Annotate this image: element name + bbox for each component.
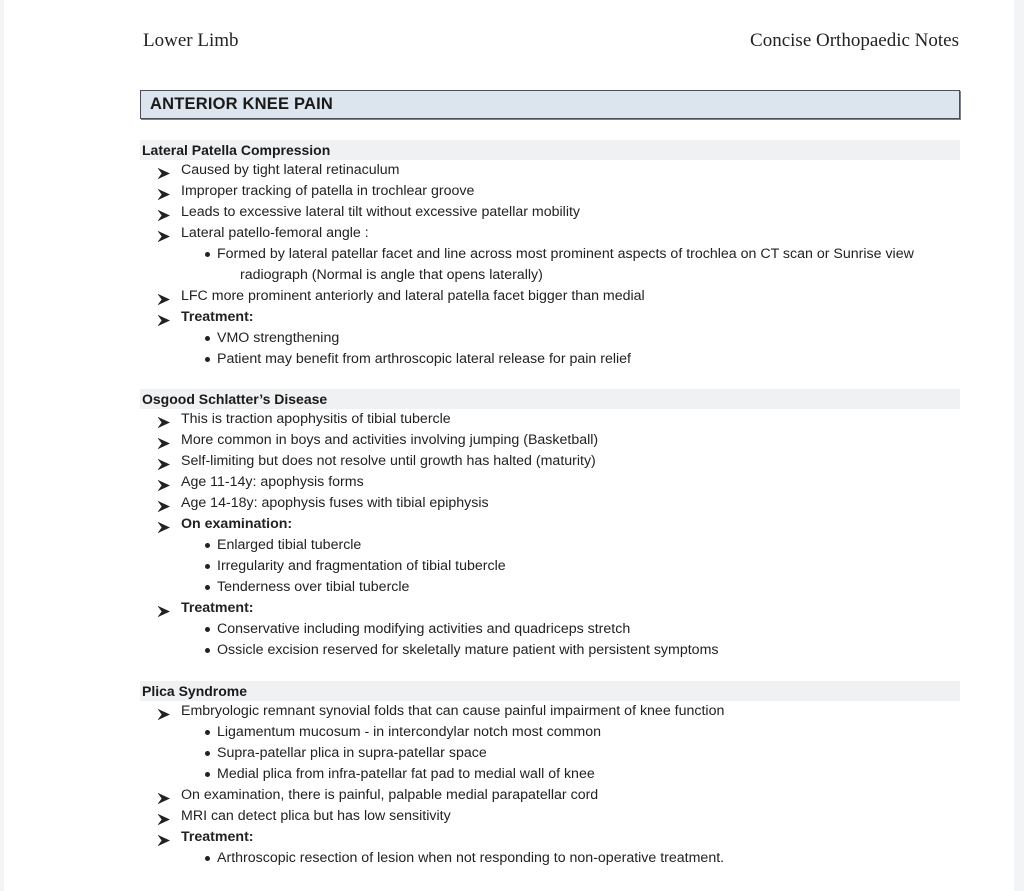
arrowhead-bullet-icon <box>158 456 170 467</box>
list-item-text: More common in boys and activities involving jumping (Basketball) <box>181 432 599 448</box>
list-item-text: Treatment: <box>181 829 254 845</box>
round-bullet-icon <box>205 772 210 777</box>
section-lateral-patella-compression <box>140 140 960 370</box>
list-item-text: Irregularity and fragmentation of tibial tubercle <box>217 558 506 574</box>
list-item <box>140 472 960 493</box>
list-item <box>140 701 960 722</box>
round-bullet-icon <box>205 585 210 590</box>
list-item-text: Supra-patellar plica in supra-patellar space <box>217 745 487 761</box>
arrowhead-bullet-icon <box>158 435 170 446</box>
arrowhead-bullet-icon <box>158 228 170 239</box>
round-bullet-icon <box>205 730 210 735</box>
list-item-text: radiograph (Normal is angle that opens laterally) <box>240 267 543 283</box>
list-item <box>140 827 960 848</box>
arrowhead-bullet-icon <box>158 291 170 302</box>
list-item-text: Leads to excessive lateral tilt without excessive patellar mobility <box>181 204 581 220</box>
arrowhead-bullet-icon <box>158 477 170 488</box>
round-bullet-icon <box>205 564 210 569</box>
round-bullet-icon <box>205 357 210 362</box>
list-item <box>140 286 960 307</box>
sub-list-item <box>140 743 960 764</box>
arrowhead-bullet-icon <box>158 165 170 176</box>
list-item <box>140 493 960 514</box>
list-item-text: Age 14-18y: apophysis fuses with tibial epiphysis <box>181 495 489 511</box>
arrowhead-bullet-icon <box>158 498 170 509</box>
round-bullet-icon <box>205 336 210 341</box>
list-item-text: Enlarged tibial tubercle <box>217 537 362 553</box>
list-item-text: Embryologic remnant synovial folds that can cause painful impairment of knee function <box>181 703 725 719</box>
list-item-text: Ossicle excision reserved for skeletally mature patient with persistent symptoms <box>217 642 719 658</box>
arrowhead-bullet-icon <box>158 207 170 218</box>
chapter-title-box <box>140 90 960 119</box>
list-item <box>140 806 960 827</box>
arrowhead-bullet-icon <box>158 790 170 801</box>
list-item-text: Self-limiting but does not resolve until growth has halted (maturity) <box>181 453 596 469</box>
arrowhead-bullet-icon <box>158 706 170 717</box>
list-item-text: Improper tracking of patella in trochlear groove <box>181 183 475 199</box>
list-item-text: Arthroscopic resection of lesion when not responding to non-operative treatment. <box>217 850 725 866</box>
sub-list-item <box>140 764 960 785</box>
chapter-title: ANTERIOR KNEE PAIN <box>150 95 333 113</box>
list-item-text: Formed by lateral patellar facet and line across most prominent aspects of trochlea on CT scan or Sunrise view <box>217 246 914 262</box>
arrowhead-bullet-icon <box>158 186 170 197</box>
sub-list-item <box>140 619 960 640</box>
list-item <box>140 514 960 535</box>
list-item-text: Treatment: <box>181 600 254 616</box>
section-heading: Plica Syndrome <box>140 681 960 701</box>
list-item <box>140 598 960 619</box>
arrowhead-bullet-icon <box>158 312 170 323</box>
round-bullet-icon <box>205 648 210 653</box>
arrowhead-bullet-icon <box>158 519 170 530</box>
arrowhead-bullet-icon <box>158 603 170 614</box>
list-item-text: LFC more prominent anteriorly and lateral patella facet bigger than medial <box>181 288 645 304</box>
sub-list-item <box>140 349 960 370</box>
list-item-text: Conservative including modifying activities and quadriceps stretch <box>217 621 631 637</box>
list-item-text: Treatment: <box>181 309 254 325</box>
sub-list-item <box>140 577 960 598</box>
list-item-text: Medial plica from infra-patellar fat pad to medial wall of knee <box>217 766 595 782</box>
list-item-text: Caused by tight lateral retinaculum <box>181 162 400 178</box>
list-item <box>140 430 960 451</box>
list-item <box>140 409 960 430</box>
running-header-left: Lower Limb <box>143 30 239 51</box>
list-item <box>140 785 960 806</box>
list-item <box>140 307 960 328</box>
section-osgood-schlatter <box>140 389 960 661</box>
list-item <box>140 223 960 244</box>
list-item-text: VMO strengthening <box>217 330 340 346</box>
sub-list-item <box>140 535 960 556</box>
round-bullet-icon <box>205 751 210 756</box>
round-bullet-icon <box>205 856 210 861</box>
sub-list-item <box>140 265 960 286</box>
section-heading: Osgood Schlatter’s Disease <box>140 389 960 409</box>
list-item <box>140 202 960 223</box>
round-bullet-icon <box>205 252 210 257</box>
list-item-text: Age 11-14y: apophysis forms <box>181 474 364 490</box>
sub-list-item <box>140 640 960 661</box>
list-item-text: Lateral patello-femoral angle : <box>181 225 369 241</box>
list-item-text: Patient may benefit from arthroscopic lateral release for pain relief <box>217 351 632 367</box>
running-header-right: Concise Orthopaedic Notes <box>750 30 959 51</box>
sub-list-item <box>140 556 960 577</box>
section-heading: Lateral Patella Compression <box>140 140 960 160</box>
list-item <box>140 451 960 472</box>
sub-list-item <box>140 722 960 743</box>
list-item-text: This is traction apophysitis of tibial tubercle <box>181 411 451 427</box>
arrowhead-bullet-icon <box>158 414 170 425</box>
list-item <box>140 181 960 202</box>
sub-list-item <box>140 328 960 349</box>
section-plica-syndrome <box>140 681 960 869</box>
document-page <box>4 0 1014 891</box>
arrowhead-bullet-icon <box>158 811 170 822</box>
list-item <box>140 160 960 181</box>
list-item-text: MRI can detect plica but has low sensitivity <box>181 808 451 824</box>
list-item-text: Ligamentum mucosum - in intercondylar notch most common <box>217 724 602 740</box>
sub-list-item <box>140 848 960 869</box>
arrowhead-bullet-icon <box>158 832 170 843</box>
sub-list-item <box>140 244 960 265</box>
round-bullet-icon <box>205 627 210 632</box>
list-item-text: Tenderness over tibial tubercle <box>217 579 410 595</box>
list-item-text: On examination: <box>181 516 293 532</box>
list-item-text: On examination, there is painful, palpable medial parapatellar cord <box>181 787 599 803</box>
round-bullet-icon <box>205 543 210 548</box>
